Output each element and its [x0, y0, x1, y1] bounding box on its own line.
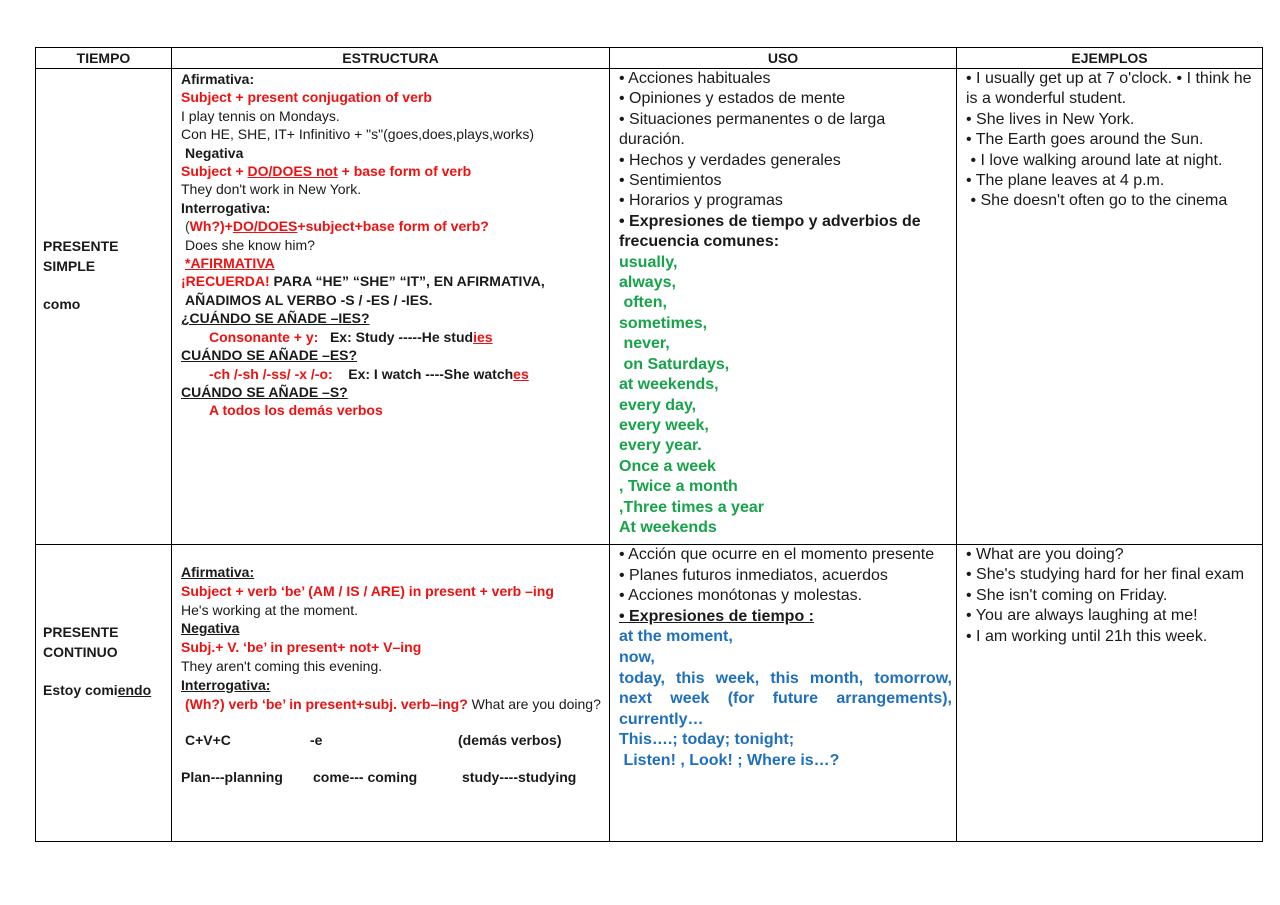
uso-expresiones: • Expresiones de tiempo y adverbios de frecuencia comunes:: [619, 212, 921, 251]
ejemplo-item: • She lives in New York.: [966, 110, 1135, 128]
freq-item: always,: [619, 274, 676, 292]
ejemplo-item: • I love walking around late at night.: [966, 151, 1223, 169]
ejemplo-item: • The plane leaves at 4 p.m.: [966, 172, 1165, 190]
tiempo-continuo: [36, 545, 172, 842]
freq-item: every week,: [619, 416, 709, 434]
expr-item: today, this week, this month, tomorrow, next week (for future arrangements), currently…: [619, 669, 952, 728]
spelling-example-row: Plan---planning come--- coming study----studying: [181, 769, 577, 786]
question-es: CUÁNDO SE AÑADE –ES?: [181, 347, 358, 364]
cont-neg-formula: Subj.+ V. ‘be’ in present+ not+ V–ing: [181, 639, 422, 656]
uso-item: • Situaciones permanentes o de larga duración.: [619, 110, 886, 149]
uso-item: • Acción que ocurre en el momento presente: [619, 546, 935, 563]
freq-item: Once a week: [619, 457, 716, 475]
expr-item: This….; today; tonight;: [619, 731, 795, 749]
freq-item: on Saturdays,: [619, 355, 730, 373]
tiempo-continuo-line1: PRESENTE: [43, 624, 119, 640]
question-s: CUÁNDO SE AÑADE –S?: [181, 383, 348, 400]
cont-afirm-formula: Subject + verb ‘be’ (AM / IS / ARE) in present + verb –ing: [181, 582, 554, 599]
uso-item: • Acciones monótonas y molestas.: [619, 587, 863, 605]
recuerda-line2: AÑADIMOS AL VERBO -S / -ES / -IES.: [185, 291, 433, 308]
expr-item: at the moment,: [619, 628, 733, 646]
freq-item: at weekends,: [619, 376, 719, 394]
afirmativa-reminder: *AFIRMATIVA: [185, 255, 275, 272]
afirm-example: I play tennis on Mondays.: [181, 107, 340, 124]
freq-item: , Twice a month: [619, 478, 738, 496]
uso-continuo: [610, 545, 957, 842]
freq-item: every year.: [619, 437, 702, 455]
ejemplo-item: • She isn't coming on Friday.: [966, 586, 1168, 604]
afirm-formula: Subject + present conjugation of verb: [181, 89, 432, 106]
rule-ies: Consonante + y: Ex: Study -----He studies: [209, 328, 493, 345]
freq-item: At weekends: [619, 518, 717, 536]
tiempo-simple: [36, 69, 172, 545]
neg-label: Negativa: [185, 144, 244, 161]
cont-neg-label: Negativa: [181, 620, 240, 637]
header-tiempo: TIEMPO: [36, 48, 172, 69]
afirm-note: Con HE, SHE, IT+ Infinitivo + "s"(goes,does,plays,works): [181, 126, 535, 143]
grammar-table: [35, 47, 1263, 842]
cont-afirm-example: He's working at the moment.: [181, 601, 358, 618]
uso-item: • Planes futuros inmediatos, acuerdos: [619, 566, 888, 584]
question-ies: ¿CUÁNDO SE AÑADE –IES?: [181, 310, 370, 327]
rule-es: -ch /-sh /-ss/ -x /-o: Ex: I watch ----She watches: [209, 365, 529, 382]
ejemplo-item: • She doesn't often go to the cinema: [966, 192, 1228, 210]
ejemplo-item: • What are you doing?: [966, 546, 1124, 563]
uso-item: • Opiniones y estados de mente: [619, 90, 846, 108]
ejemplo-item: • I am working until 21h this week.: [966, 627, 1208, 645]
tiempo-simple-line1: PRESENTE: [43, 237, 119, 254]
int-label: Interrogativa:: [181, 199, 271, 216]
expr-item: Listen! , Look! ; Where is…?: [619, 751, 840, 769]
header-row: [36, 48, 1263, 69]
tiempo-continuo-line3: Estoy comiendo: [43, 682, 152, 698]
cont-neg-example: They aren't coming this evening.: [181, 657, 383, 674]
header-estructura: ESTRUCTURA: [172, 48, 610, 69]
row-presente-continuo: [36, 545, 1263, 842]
spelling-rule-row: C+V+C -e (demás verbos): [185, 732, 562, 749]
freq-item: often,: [619, 294, 667, 312]
expr-item: now,: [619, 648, 655, 666]
cont-afirm-label: Afirmativa:: [181, 564, 255, 580]
freq-item: usually,: [619, 253, 678, 271]
estructura-continuo: [172, 545, 610, 842]
uso-item: • Horarios y programas: [619, 192, 783, 210]
freq-item: every day,: [619, 396, 697, 414]
int-example: Does she know him?: [185, 236, 315, 253]
uso-simple: [610, 69, 957, 545]
uso-expresiones: • Expresiones de tiempo :: [619, 607, 814, 625]
ejemplo-item: • I usually get up at 7 o'clock. • I think he is a wonderful student.: [966, 70, 1252, 108]
freq-item: never,: [619, 335, 670, 353]
rule-s: A todos los demás verbos: [209, 402, 383, 419]
afirm-label: Afirmativa:: [181, 71, 255, 87]
uso-item: • Acciones habituales: [619, 70, 771, 87]
ejemplos-simple: [957, 69, 1263, 545]
uso-item: • Hechos y verdades generales: [619, 151, 841, 169]
uso-item: • Sentimientos: [619, 172, 722, 190]
cont-int-formula: (Wh?) verb ‘be’ in present+subj. verb–ing? What are you doing?: [185, 695, 601, 712]
ejemplo-item: • The Earth goes around the Sun.: [966, 131, 1204, 149]
recuerda-line1: ¡RECUERDA! PARA “HE” “SHE” “IT”, EN AFIRMATIVA,: [181, 273, 545, 290]
header-uso: USO: [610, 48, 957, 69]
tiempo-simple-line3: como: [43, 295, 81, 312]
tiempo-continuo-line2: CONTINUO: [43, 644, 118, 660]
ejemplos-continuo: [957, 545, 1263, 842]
neg-formula: Subject + DO/DOES not + base form of verb: [181, 163, 472, 180]
ejemplo-item: • She's studying hard for her final exam: [966, 566, 1245, 584]
cont-int-label: Interrogativa:: [181, 676, 271, 693]
ejemplo-item: • You are always laughing at me!: [966, 607, 1198, 625]
freq-item: ,Three times a year: [619, 498, 764, 516]
row-presente-simple: [36, 69, 1263, 545]
freq-item: sometimes,: [619, 314, 708, 332]
header-ejemplos: EJEMPLOS: [957, 48, 1263, 69]
tiempo-simple-line2: SIMPLE: [43, 257, 96, 274]
estructura-simple: [172, 69, 610, 545]
int-formula: (Wh?)+DO/DOES+subject+base form of verb?: [185, 218, 489, 235]
neg-example: They don't work in New York.: [181, 181, 362, 198]
